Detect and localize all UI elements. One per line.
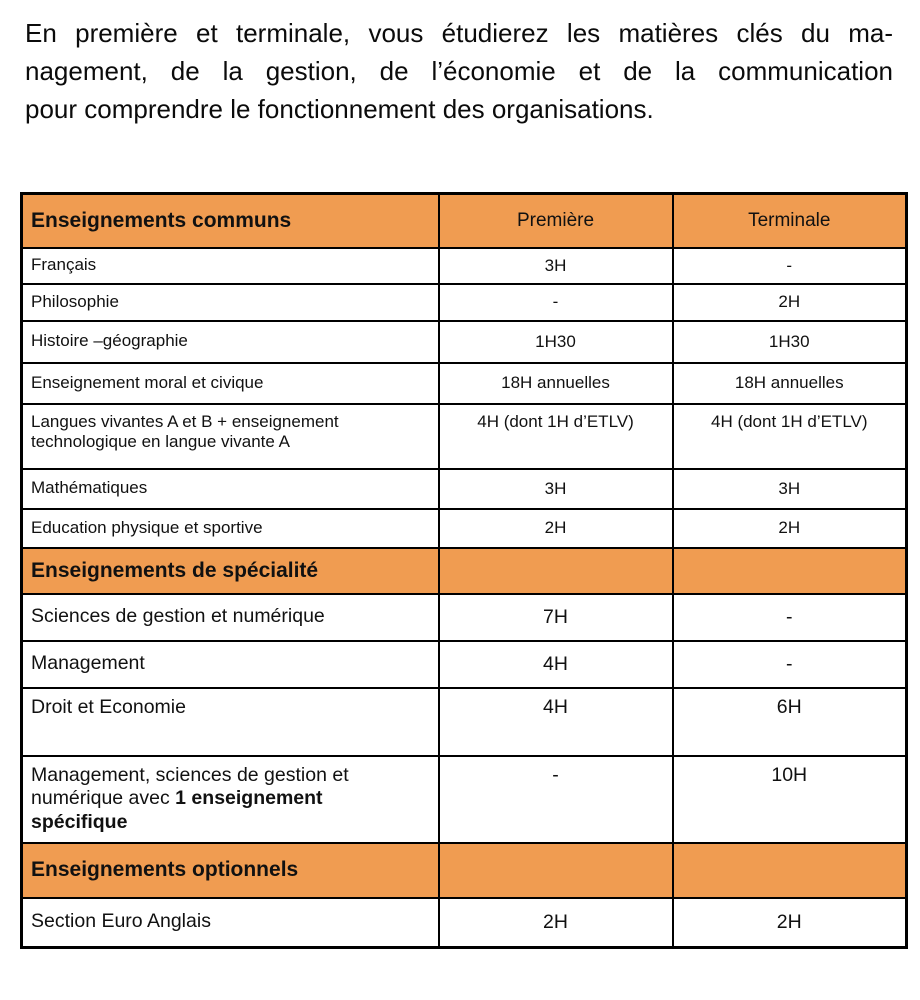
hours-cell-terminale: 18H annuelles: [673, 363, 907, 404]
section-title-specialite: Enseignements de spécialité: [22, 548, 439, 594]
row-francais: [22, 248, 907, 284]
intro-line-2: nagement, de la gestion, de l’économie et de la communication: [25, 56, 893, 86]
row-management: [22, 641, 907, 688]
hours-cell-premiere: 4H: [439, 641, 673, 688]
hours-cell-terminale: 4H (dont 1H d’ETLV): [673, 404, 907, 469]
subject-cell: [22, 756, 439, 843]
hours-cell-terminale: -: [673, 248, 907, 284]
row-eps: [22, 509, 907, 548]
hours-cell-premiere: 18H annuelles: [439, 363, 673, 404]
subject-cell: Mathématiques: [22, 469, 439, 509]
hours-cell-premiere: 1H30: [439, 321, 673, 363]
empty-cell: [673, 548, 907, 594]
subject-cell: Management: [22, 641, 439, 688]
row-philosophie: [22, 284, 907, 321]
row-mathematiques: [22, 469, 907, 509]
table-header-row: [22, 194, 907, 248]
hours-cell-premiere: 4H: [439, 688, 673, 756]
row-enseignement-moral-civique: [22, 363, 907, 404]
header-enseignements-communs: Enseignements communs: [22, 194, 439, 248]
section-row-optionnels: [22, 843, 907, 898]
hours-cell-terminale: 6H: [673, 688, 907, 756]
intro-line-3: pour comprendre le fonctionnement des organisations.: [25, 94, 654, 124]
curriculum-table: [20, 192, 908, 949]
hours-cell-premiere: 3H: [439, 248, 673, 284]
hours-cell-premiere: -: [439, 756, 673, 843]
empty-cell: [439, 548, 673, 594]
subject-text-bold: 1 enseignement spécifique: [31, 787, 323, 834]
subject-cell: Histoire –géographie: [22, 321, 439, 363]
hours-cell-premiere: 7H: [439, 594, 673, 641]
hours-cell-terminale: -: [673, 594, 907, 641]
subject-cell: Droit et Economie: [22, 688, 439, 756]
header-terminale: Terminale: [673, 194, 907, 248]
hours-cell-terminale: 2H: [673, 509, 907, 548]
document-page: [0, 14, 920, 949]
hours-cell-terminale: -: [673, 641, 907, 688]
row-sciences-gestion-numerique: [22, 594, 907, 641]
hours-cell-premiere: 2H: [439, 898, 673, 948]
subject-cell: Philosophie: [22, 284, 439, 321]
subject-cell: Enseignement moral et civique: [22, 363, 439, 404]
intro-paragraph: [25, 14, 893, 128]
section-title-optionnels: Enseignements optionnels: [22, 843, 439, 898]
row-histoire-geographie: [22, 321, 907, 363]
hours-cell-terminale: 2H: [673, 898, 907, 948]
hours-cell-premiere: 2H: [439, 509, 673, 548]
hours-cell-premiere: 4H (dont 1H d’ETLV): [439, 404, 673, 469]
row-management-sciences-gestion: [22, 756, 907, 843]
hours-cell-terminale: 2H: [673, 284, 907, 321]
empty-cell: [673, 843, 907, 898]
hours-cell-premiere: 3H: [439, 469, 673, 509]
hours-cell-premiere: -: [439, 284, 673, 321]
row-droit-economie: [22, 688, 907, 756]
section-row-specialite: [22, 548, 907, 594]
subject-cell: Section Euro Anglais: [22, 898, 439, 948]
subject-cell: Langues vivantes A et B + enseignement technologique en langue vivante A: [22, 404, 439, 469]
hours-cell-terminale: 10H: [673, 756, 907, 843]
subject-cell: Français: [22, 248, 439, 284]
row-section-euro-anglais: [22, 898, 907, 948]
subject-cell: Education physique et sportive: [22, 509, 439, 548]
hours-cell-terminale: 1H30: [673, 321, 907, 363]
hours-cell-terminale: 3H: [673, 469, 907, 509]
empty-cell: [439, 843, 673, 898]
intro-line-1: En première et terminale, vous étudierez les matières clés du ma-: [25, 18, 893, 48]
subject-cell: Sciences de gestion et numérique: [22, 594, 439, 641]
row-langues-vivantes: [22, 404, 907, 469]
subject-text-normal: Management, sciences de gestion et numérique avec: [31, 763, 349, 810]
header-premiere: Première: [439, 194, 673, 248]
